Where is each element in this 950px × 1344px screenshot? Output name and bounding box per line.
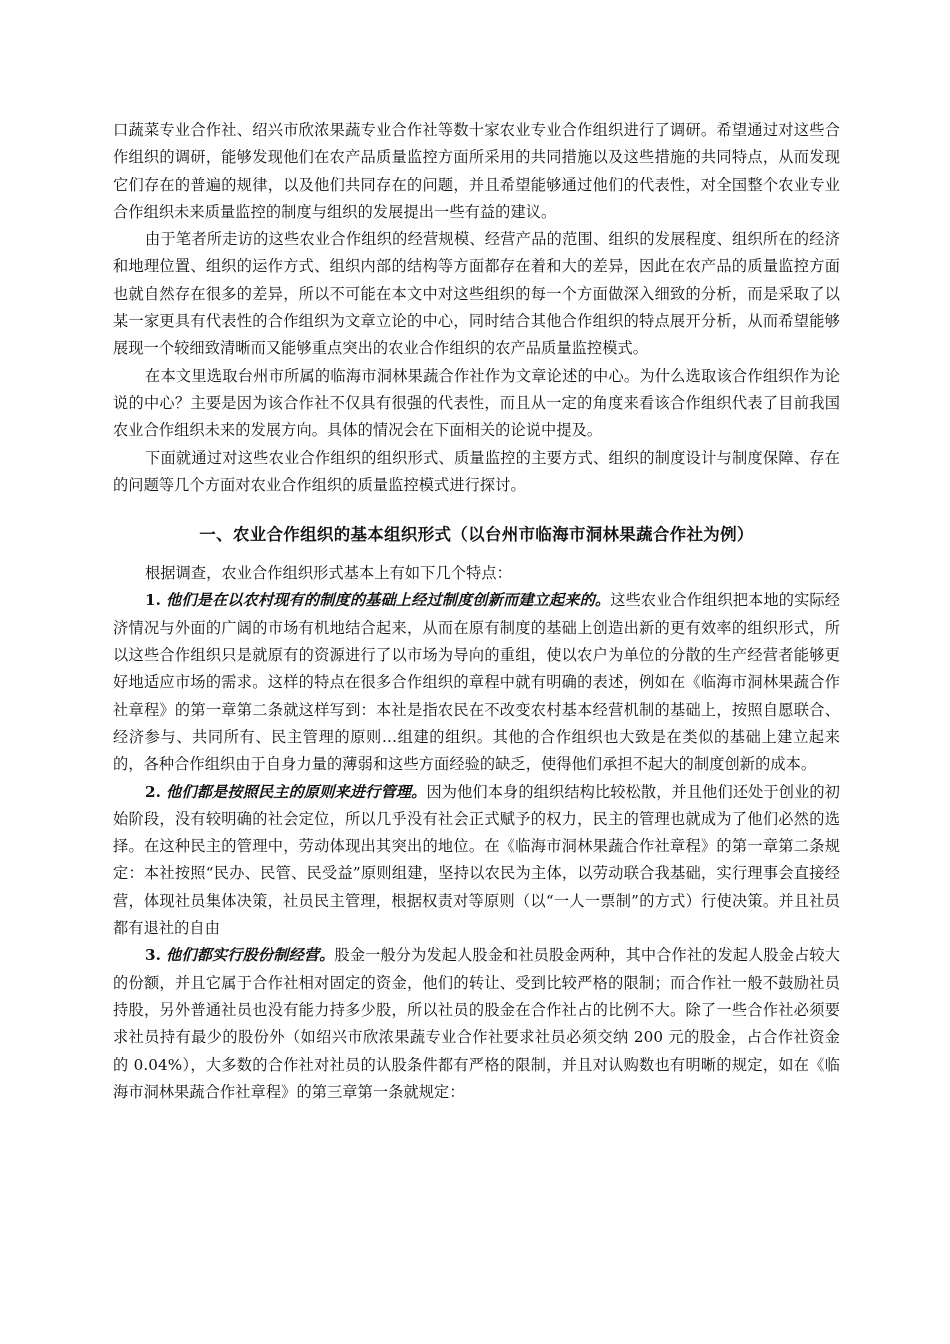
list-item-1 [113,587,840,778]
item-number: 1. [145,591,162,610]
item-lead: 他们是在以农村现有的制度的基础上经过制度创新而建立起来的。 [166,591,611,610]
item-number: 2. [145,782,162,801]
paragraph-1: 口蔬菜专业合作社、绍兴市欣浓果蔬专业合作社等数十家农业专业合作组织进行了调研。希望通过对这些合作组织的调研，能够发现他们在农产品质量监控方面所采用的共同措施以及这些措施的共同特点，从而发现它们存在的普遍的规律，以及他们共同存在的问题，并且希望能够通过他们的代表性，对全国整个农业专业合作组织未来质量监控的制度与组织的发展提出一些有益的建议。 [113,121,840,221]
paragraph-4: 下面就通过对这些农业合作组织的组织形式、质量监控的主要方式、组织的制度设计与制度保障、存在的问题等几个方面对农业合作组织的质量监控模式进行探讨。 [113,448,840,494]
document-page [113,117,840,1106]
item-body: 股金一般分为发起人股金和社员股金两种，其中合作社的发起人股金占较大的份额，并且它属于合作社相对固定的资金，他们的转让、受到比较严格的限制；而合作社一般不鼓励社员持股，另外普通社员也没有能力持多少股，所以社员的股金在合作社占的比例不大。除了一些合作社必须要求社员持有最少的股份外（如绍兴市欣浓果蔬专业合作社要求社员必须交纳 200 元的股金，占合作社资金的 0.04%），大多数的合作社对社员的认股条件都有严格的限制，并且对认购数也有明晰的规定，如在《临海市洞林果蔬合作社章程》的第三章第一条就规定： [113,946,840,1101]
paragraph-2: 由于笔者所走访的这些农业合作组织的经营规模、经营产品的范围、组织的发展程度、组织所在的经济和地理位置、组织的运作方式、组织内部的结构等方面都存在着和大的差异，因此在农产品的质量监控方面也就自然存在很多的差异，所以不可能在本文中对这些组织的每一个方面做深入细致的分析，而是采取了以某一家更具有代表性的合作组织为文章立论的中心，同时结合其他合作组织的特点展开分析，从而希望能够展现一个较细致清晰而又能够重点突出的农业合作组织的农产品质量监控模式。 [113,230,840,358]
item-body: 这些农业合作组织把本地的实际经济情况与外面的广阔的市场有机地结合起来，从而在原有制度的基础上创造出新的更有效率的组织形式，所以这些合作组织只是就原有的资源进行了以市场为导向的重组，使以农户为单位的分散的生产经营者能够更好地适应市场的需求。这样的特点在很多合作组织的章程中就有明确的表述，例如在《临海市洞林果蔬合作社章程》的第一章第二条就这样写到：本社是指农民在不改变农村基本经营机制的基础上，按照自愿联合、经济参与、共同所有、民主管理的原则…组建的组织。其他的合作组织也大致是在类似的基础上建立起来的，各种合作组织由于自身力量的薄弱和这些方面经验的缺乏，使得他们承担不起大的制度创新的成本。 [113,591,841,774]
list-item-3 [113,942,840,1106]
section-heading: 一、农业合作组织的基本组织形式（以台州市临海市洞林果蔬合作社为例） [199,525,754,545]
item-lead: 他们都是按照民主的原则来进行管理。 [166,782,427,801]
item-lead: 他们都实行股份制经营。 [166,946,335,965]
section-intro: 根据调查，农业合作组织形式基本上有如下几个特点： [145,564,512,583]
list-item-2 [113,779,840,943]
paragraph-3: 在本文里选取台州市所属的临海市洞林果蔬合作社作为文章论述的中心。为什么选取该合作组织作为论说的中心？主要是因为该合作社不仅具有很强的代表性，而且从一定的角度来看该合作组织代表了目前我国农业合作组织未来的发展方向。具体的情况会在下面相关的论说中提及。 [113,366,840,440]
item-number: 3. [145,946,162,965]
item-body: 因为他们本身的组织结构比较松散，并且他们还处于创业的初始阶段，没有较明确的社会定位，所以几乎没有社会正式赋予的权力，民主的管理也就成为了他们必然的选择。在这种民主的管理中，劳动体现出其突出的地位。在《临海市洞林果蔬合作社章程》的第一章第二条规定：本社按照“民办、民管、民受益”原则组建，坚持以农民为主体，以劳动联合我基础，实行理事会直接经营，体现社员集体决策，社员民主管理，根据权责对等原则（以“一人一票制”的方式）行使决策。并且社员都有退社的自由 [113,782,841,938]
